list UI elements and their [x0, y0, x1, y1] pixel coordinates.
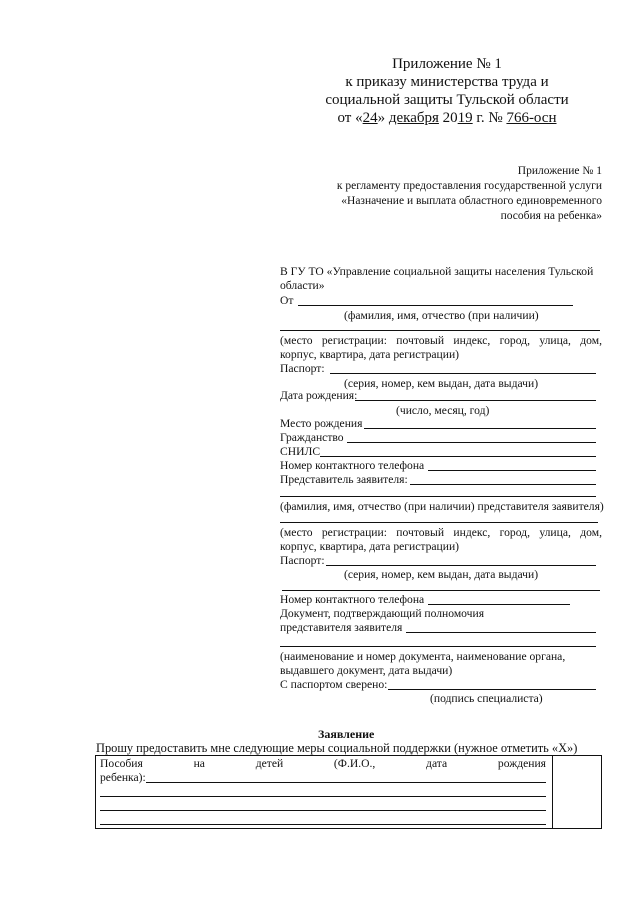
snils-label: СНИЛС	[280, 445, 321, 458]
appendix1-date-line	[322, 108, 572, 128]
registration-field[interactable]	[280, 330, 600, 331]
child-info-field-4[interactable]	[100, 824, 546, 825]
appendix2-title: Приложение № 1	[517, 165, 602, 177]
authority-doc-label-2: представителя заявителя	[280, 621, 403, 634]
date-mid: »	[377, 110, 389, 126]
date-prefix: от «	[337, 110, 363, 126]
registration-caption-1: (место регистрации: почтовый индекс, город, улица, дом,	[280, 334, 602, 347]
birth-date-field[interactable]	[355, 400, 596, 401]
representative-label: Представитель заявителя:	[280, 473, 408, 486]
rep-registration-caption-1: (место регистрации: почтовый индекс, город, улица, дом,	[280, 526, 602, 539]
specialist-caption: (подпись специалиста)	[430, 692, 543, 705]
statement-title: Заявление	[318, 727, 375, 741]
phone-label: Номер контактного телефона	[280, 459, 425, 472]
benefit-row-line2: ребенка):	[100, 771, 146, 784]
appendix2-line4: пособия на ребенка»	[500, 210, 602, 222]
passport-label: Паспорт:	[280, 362, 325, 375]
birth-place-field[interactable]	[364, 428, 596, 429]
mark-checkbox-cell[interactable]	[553, 756, 599, 827]
appendix1-line3: социальной защиты Тульской области	[325, 92, 569, 108]
order-number: 766-осн	[506, 110, 557, 126]
date-day: 24	[362, 110, 378, 126]
statement-request: Прошу предоставить мне следующие меры социальной поддержки (нужное отметить «Х»)	[96, 741, 578, 755]
rep-passport-caption: (серия, номер, кем выдан, дата выдачи)	[344, 568, 539, 581]
passport-field[interactable]	[330, 373, 596, 374]
birth-date-label: Дата рождения:	[280, 389, 358, 402]
citizenship-field[interactable]	[347, 442, 596, 443]
authority-doc-field-2[interactable]	[280, 646, 596, 647]
child-info-field-3[interactable]	[100, 810, 546, 811]
appendix1-title: Приложение № 1	[392, 56, 502, 72]
rep-phone-field[interactable]	[428, 604, 570, 605]
authority-doc-caption-2: выдавшего документ, дата выдачи)	[280, 664, 453, 677]
date-year: 19	[457, 110, 473, 126]
rep-passport-label: Паспорт:	[280, 554, 325, 567]
appendix1-line2: к приказу министерства труда и	[345, 74, 549, 90]
authority-doc-label-1: Документ, подтверждающий полномочия	[280, 607, 485, 620]
date-year-prefix: 20	[438, 110, 458, 126]
benefit-row-line1: Пособия на детей (Ф.И.О., дата рождения	[100, 757, 546, 770]
child-info-field-2[interactable]	[100, 796, 546, 797]
appendix2-line3: «Назначение и выплата областного единовременного	[341, 195, 602, 207]
registration-caption-2: корпус, квартира, дата регистрации)	[280, 348, 460, 361]
citizenship-label: Гражданство	[280, 431, 344, 444]
representative-field[interactable]	[410, 484, 596, 485]
fio-caption: (фамилия, имя, отчество (при наличии)	[344, 309, 539, 322]
birth-place-label: Место рождения	[280, 417, 363, 430]
snils-field[interactable]	[320, 456, 596, 457]
rep-fio-field[interactable]	[280, 496, 596, 497]
birth-date-caption: (число, месяц, год)	[396, 404, 490, 417]
authority-doc-field[interactable]	[406, 632, 596, 633]
rep-passport-field[interactable]	[326, 565, 596, 566]
rep-registration-field[interactable]	[280, 522, 598, 523]
date-year-suffix: г. №	[472, 110, 507, 126]
rep-passport-extra-field[interactable]	[282, 590, 600, 591]
addressee-line1: В ГУ ТО «Управление социальной защиты населения Тульской	[280, 265, 594, 278]
rep-fio-caption: (фамилия, имя, отчество (при наличии) представителя заявителя)	[280, 500, 604, 513]
appendix2-line2: к регламенту предоставления государственной услуги	[336, 180, 602, 192]
passport-checked-label: С паспортом сверено:	[280, 678, 388, 691]
phone-field[interactable]	[428, 470, 596, 471]
child-info-field-1[interactable]	[146, 782, 546, 783]
passport-checked-field[interactable]	[388, 689, 596, 690]
rep-registration-caption-2: корпус, квартира, дата регистрации)	[280, 540, 460, 553]
addressee-line2: области»	[280, 279, 325, 292]
from-label: От	[280, 294, 294, 307]
date-month: декабря	[388, 110, 439, 126]
passport-caption: (серия, номер, кем выдан, дата выдачи)	[344, 377, 539, 390]
rep-phone-label: Номер контактного телефона	[280, 593, 425, 606]
from-fio-field[interactable]	[298, 305, 573, 306]
authority-doc-caption-1: (наименование и номер документа, наименование органа,	[280, 650, 566, 663]
